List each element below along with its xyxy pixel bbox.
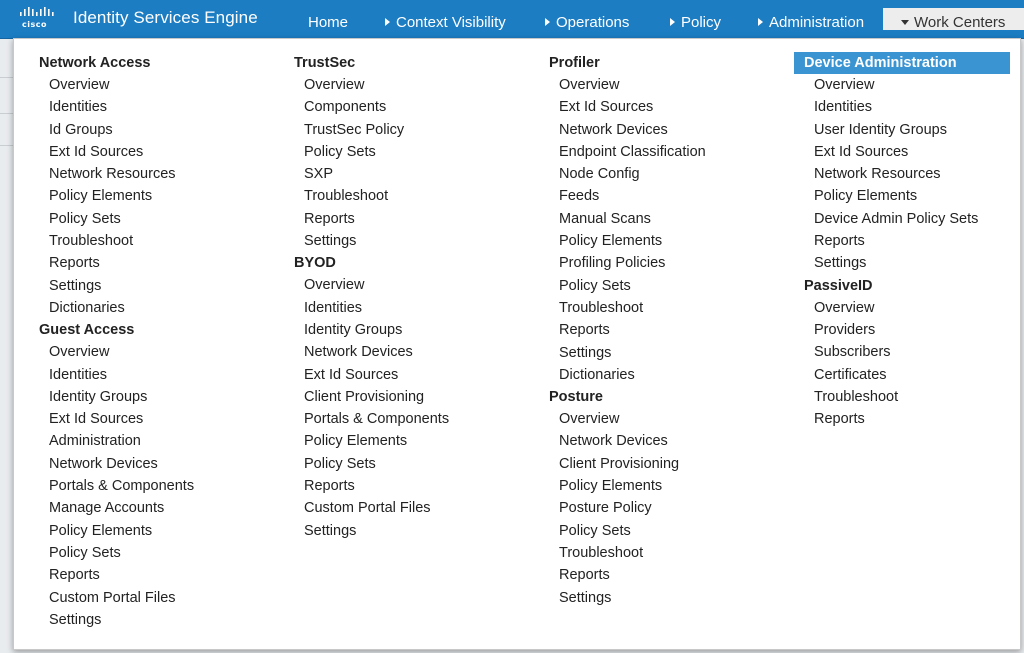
- menu-item-sxp[interactable]: SXP: [304, 166, 334, 183]
- menu-item-policy-sets[interactable]: Policy Sets: [49, 544, 121, 561]
- menu-item-dictionaries[interactable]: Dictionaries: [49, 299, 125, 316]
- top-navigation-bar: [0, 0, 1024, 39]
- nav-context-visibility-label: Context Visibility: [396, 14, 506, 31]
- menu-item-administration[interactable]: Administration: [49, 433, 141, 450]
- menu-item-components[interactable]: Components: [304, 99, 387, 116]
- menu-item-policy-sets[interactable]: Policy Sets: [304, 455, 376, 472]
- menu-item-node-config[interactable]: Node Config: [559, 166, 640, 183]
- nav-home-label: Home: [308, 14, 349, 31]
- menu-item-policy-elements[interactable]: Policy Elements: [304, 433, 408, 450]
- menu-column-3: [537, 52, 706, 609]
- menu-item-custom-portal-files[interactable]: Custom Portal Files: [304, 500, 431, 517]
- menu-item-policy-elements[interactable]: Policy Elements: [559, 478, 663, 495]
- nav-work-centers[interactable]: [883, 0, 1024, 30]
- menu-item-reports[interactable]: Reports: [814, 411, 865, 428]
- nav-operations[interactable]: [545, 0, 629, 38]
- menu-item-id-groups[interactable]: Id Groups: [49, 121, 113, 138]
- nav-policy-label: Policy: [681, 14, 722, 31]
- menu-item-user-identity-groups[interactable]: User Identity Groups: [814, 121, 947, 138]
- menu-item-identity-groups[interactable]: Identity Groups: [49, 388, 148, 405]
- menu-item-dictionaries[interactable]: Dictionaries: [559, 366, 635, 383]
- menu-item-ext-id-sources[interactable]: Ext Id Sources: [304, 366, 399, 383]
- menu-item-network-resources[interactable]: Network Resources: [814, 166, 941, 183]
- menu-item-trustsec-policy[interactable]: TrustSec Policy: [304, 121, 405, 138]
- section-title-network-access[interactable]: Network Access: [39, 55, 151, 71]
- menu-item-settings[interactable]: Settings: [814, 255, 867, 272]
- caret-right-icon: [385, 18, 390, 26]
- nav-administration[interactable]: [758, 0, 864, 38]
- menu-item-policy-elements[interactable]: Policy Elements: [49, 188, 153, 205]
- menu-item-policy-elements[interactable]: Policy Elements: [49, 522, 153, 539]
- menu-item-reports[interactable]: Reports: [304, 478, 355, 495]
- menu-item-reports[interactable]: Reports: [49, 567, 100, 584]
- nav-context-visibility[interactable]: [385, 0, 506, 38]
- menu-column-4: [792, 52, 1010, 430]
- menu-item-reports[interactable]: Reports: [814, 233, 865, 250]
- menu-item-network-devices[interactable]: Network Devices: [304, 344, 413, 361]
- menu-item-ext-id-sources[interactable]: Ext Id Sources: [49, 143, 144, 160]
- menu-item-identities[interactable]: Identities: [814, 99, 873, 116]
- menu-item-settings[interactable]: Settings: [559, 589, 612, 606]
- nav-home[interactable]: [308, 0, 348, 38]
- section-title-byod[interactable]: BYOD: [294, 255, 336, 272]
- nav-work-centers-label: Work Centers: [914, 14, 1006, 31]
- menu-item-troubleshoot[interactable]: Troubleshoot: [559, 299, 644, 316]
- section-title-passiveid[interactable]: PassiveID: [804, 277, 873, 294]
- menu-item-device-admin-policy-sets[interactable]: Device Admin Policy Sets: [814, 210, 979, 227]
- menu-item-ext-id-sources[interactable]: Ext Id Sources: [814, 143, 909, 160]
- menu-item-overview[interactable]: Overview: [304, 277, 365, 294]
- menu-item-custom-portal-files[interactable]: Custom Portal Files: [49, 589, 176, 606]
- menu-column-2: [282, 52, 449, 542]
- menu-item-network-devices[interactable]: Network Devices: [559, 433, 668, 450]
- menu-item-overview[interactable]: Overview: [814, 77, 875, 93]
- section-title-device-administration[interactable]: Device Administration: [794, 52, 1010, 74]
- nav-policy[interactable]: [670, 0, 721, 38]
- menu-item-troubleshoot[interactable]: Troubleshoot: [559, 544, 644, 561]
- menu-item-troubleshoot[interactable]: Troubleshoot: [814, 388, 899, 405]
- caret-right-icon: [758, 18, 763, 26]
- menu-column-1: [27, 52, 194, 631]
- caret-right-icon: [670, 18, 675, 26]
- menu-item-manage-accounts[interactable]: Manage Accounts: [49, 500, 165, 517]
- menu-item-client-provisioning[interactable]: Client Provisioning: [304, 388, 425, 405]
- menu-item-policy-elements[interactable]: Policy Elements: [559, 233, 663, 250]
- menu-item-reports[interactable]: Reports: [49, 255, 100, 272]
- menu-item-settings[interactable]: Settings: [304, 233, 357, 250]
- nav-administration-label: Administration: [769, 14, 865, 31]
- menu-item-manual-scans[interactable]: Manual Scans: [559, 210, 651, 227]
- menu-item-overview[interactable]: Overview: [814, 299, 875, 316]
- menu-item-feeds[interactable]: Feeds: [559, 188, 600, 205]
- menu-item-troubleshoot[interactable]: Troubleshoot: [304, 188, 389, 205]
- menu-item-endpoint-classification[interactable]: Endpoint Classification: [559, 143, 706, 160]
- menu-item-policy-sets[interactable]: Policy Sets: [559, 277, 631, 294]
- menu-item-settings[interactable]: Settings: [49, 611, 102, 628]
- menu-item-subscribers[interactable]: Subscribers: [814, 344, 891, 361]
- menu-item-settings[interactable]: Settings: [49, 277, 102, 294]
- caret-down-icon: [901, 20, 909, 25]
- section-title-trustsec[interactable]: TrustSec: [294, 55, 356, 71]
- menu-item-reports[interactable]: Reports: [559, 322, 610, 339]
- menu-item-reports[interactable]: Reports: [304, 210, 355, 227]
- menu-item-policy-elements[interactable]: Policy Elements: [814, 188, 918, 205]
- menu-item-troubleshoot[interactable]: Troubleshoot: [49, 233, 134, 250]
- menu-item-portals-components[interactable]: Portals & Components: [49, 478, 195, 495]
- background-divider: [0, 113, 13, 114]
- menu-item-network-devices[interactable]: Network Devices: [49, 455, 158, 472]
- menu-item-settings[interactable]: Settings: [304, 522, 357, 539]
- menu-item-identity-groups[interactable]: Identity Groups: [304, 321, 403, 338]
- section-title-profiler[interactable]: Profiler: [549, 55, 600, 71]
- menu-item-reports[interactable]: Reports: [559, 567, 610, 584]
- background-divider: [0, 77, 13, 78]
- work-centers-dropdown-menu: [13, 38, 1021, 650]
- menu-item-identities[interactable]: Identities: [49, 366, 108, 383]
- cisco-wordmark: cisco: [22, 20, 47, 29]
- menu-item-identities[interactable]: Identities: [49, 99, 108, 116]
- menu-item-certificates[interactable]: Certificates: [814, 366, 887, 383]
- menu-item-posture-policy[interactable]: Posture Policy: [559, 500, 652, 517]
- menu-item-overview[interactable]: Overview: [559, 411, 620, 428]
- menu-item-overview[interactable]: Overview: [304, 77, 365, 93]
- menu-item-client-provisioning[interactable]: Client Provisioning: [559, 455, 680, 472]
- app-title: Identity Services Engine: [73, 8, 258, 27]
- menu-item-overview[interactable]: Overview: [49, 344, 110, 361]
- menu-item-portals-components[interactable]: Portals & Components: [304, 411, 450, 428]
- menu-item-policy-sets[interactable]: Policy Sets: [49, 210, 121, 227]
- menu-item-overview[interactable]: Overview: [559, 77, 620, 93]
- menu-item-overview[interactable]: Overview: [49, 77, 110, 93]
- menu-item-identities[interactable]: Identities: [304, 299, 363, 316]
- menu-item-policy-sets[interactable]: Policy Sets: [559, 522, 631, 539]
- menu-item-network-devices[interactable]: Network Devices: [559, 121, 668, 138]
- section-title-posture[interactable]: Posture: [549, 389, 603, 406]
- caret-right-icon: [545, 18, 550, 26]
- menu-item-network-resources[interactable]: Network Resources: [49, 166, 176, 183]
- menu-item-ext-id-sources[interactable]: Ext Id Sources: [559, 99, 654, 116]
- menu-item-policy-sets[interactable]: Policy Sets: [304, 143, 376, 160]
- menu-item-profiling-policies[interactable]: Profiling Policies: [559, 255, 666, 272]
- background-divider: [0, 145, 13, 146]
- nav-operations-label: Operations: [556, 14, 630, 31]
- section-title-guest-access[interactable]: Guest Access: [39, 322, 135, 339]
- menu-item-providers[interactable]: Providers: [814, 321, 876, 338]
- menu-item-settings[interactable]: Settings: [559, 344, 612, 361]
- menu-item-ext-id-sources[interactable]: Ext Id Sources: [49, 411, 144, 428]
